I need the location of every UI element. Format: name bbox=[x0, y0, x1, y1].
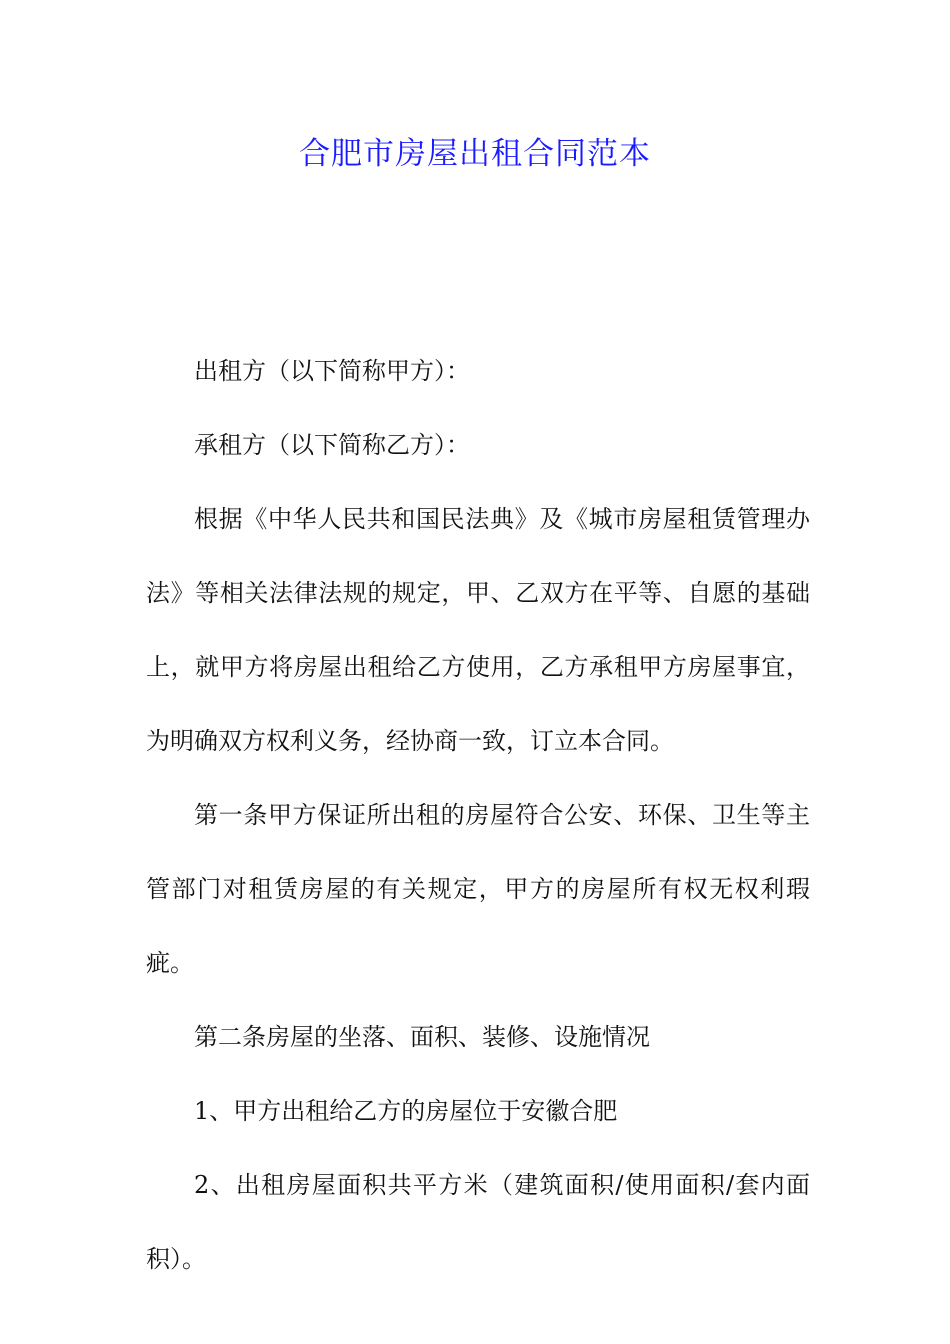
paragraph-lessee: 承租方（以下简称乙方）： bbox=[194, 431, 470, 459]
paragraph-item-1: 1、甲方出租给乙方的房屋位于安徽合肥 bbox=[194, 1097, 618, 1125]
paragraph-article-2: 第二条房屋的坐落、面积、装修、设施情况 bbox=[194, 1023, 650, 1051]
document-title: 合肥市房屋出租合同范本 bbox=[299, 136, 651, 172]
paragraph-item-2: 2、出租房屋面积共平方米（建筑面积/使用面积/套内面积）。 bbox=[146, 1171, 810, 1273]
paragraph-article-1: 第一条甲方保证所出租的房屋符合公安、环保、卫生等主管部门对租赁房屋的有关规定，甲方的房屋所有权无权利瑕疵。 bbox=[146, 801, 810, 977]
document-body bbox=[146, 334, 810, 1296]
paragraph-lessor: 出租方（以下简称甲方）： bbox=[194, 357, 470, 385]
paragraph-preamble: 根据《中华人民共和国民法典》及《城市房屋租赁管理办法》等相关法律法规的规定，甲、乙双方在平等、自愿的基础上，就甲方将房屋出租给乙方使用，乙方承租甲方房屋事宜，为明确双方权利义务，经协商一致，订立本合同。 bbox=[146, 505, 810, 755]
